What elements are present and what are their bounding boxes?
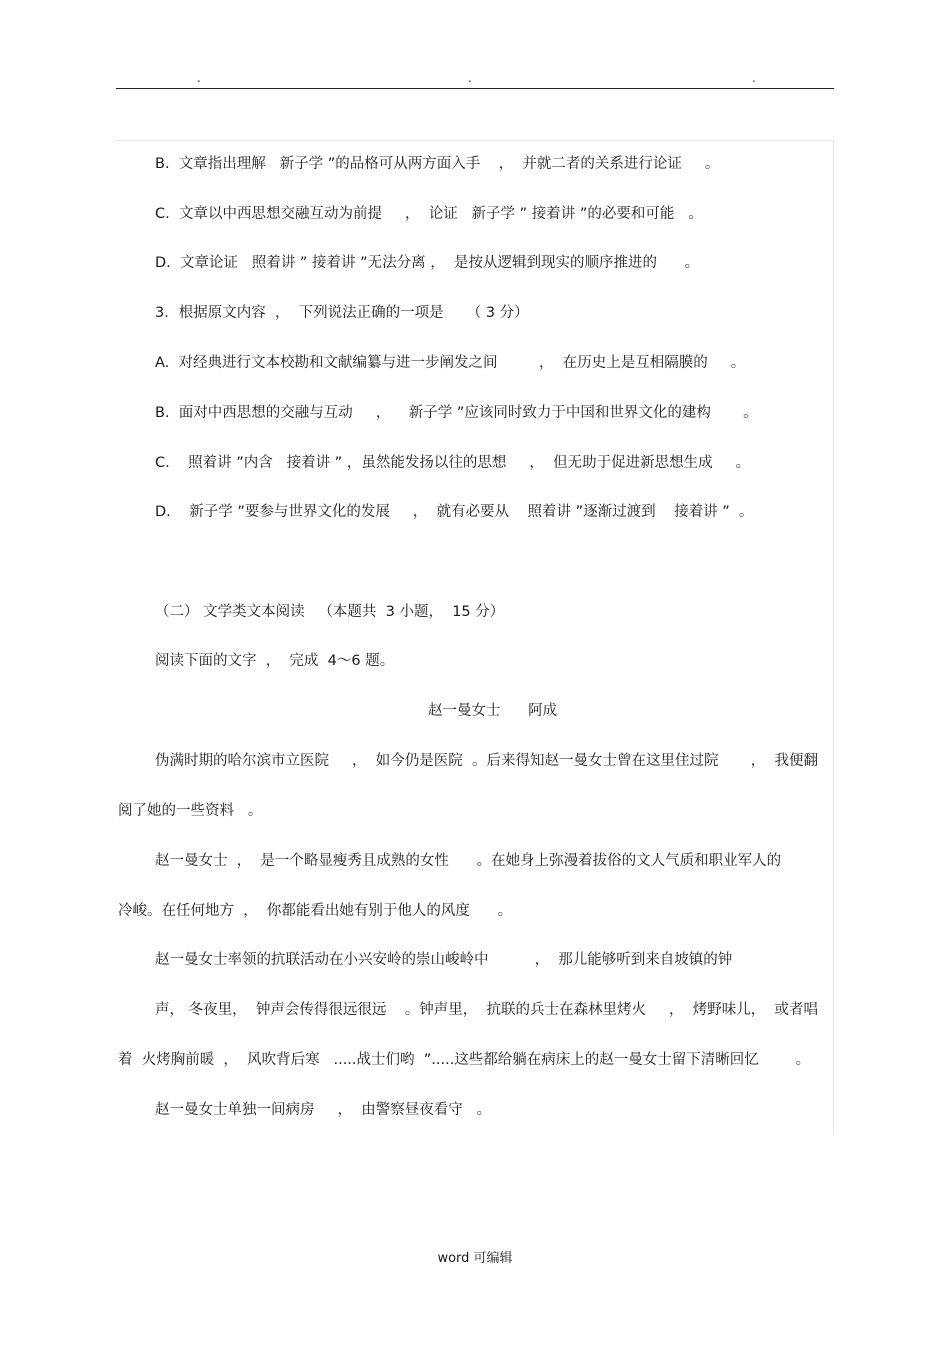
header-dot: .: [197, 71, 201, 85]
page-frame-right: [833, 140, 834, 1135]
option-line: B. 文章指出理解 新子学 ”的品格可从两方面入手 ， 并就二者的关系进行论证 。: [155, 156, 720, 172]
page-frame-top: [116, 140, 834, 141]
option-line: B. 面对中西思想的交融与互动 ， 新子学 ”应该同时致力于中国和世界文化的建构 。: [155, 405, 758, 421]
question-line: 3．根据原文内容 ， 下列说法正确的一项是 （ 3 分）: [155, 305, 529, 321]
paragraph-line: 着 火烤胸前暖 ， 风吹背后寒 .....战士们哟 ”.....这些都给躺在病床上的赵一曼女士留下清晰回忆 。: [118, 1052, 811, 1068]
option-line: C. 文章以中西思想交融互动为前提 ， 论证 新子学 ” 接着讲 ”的必要和可能 。: [155, 206, 703, 222]
option-line: C. 照着讲 ”内含 接着讲 ” ，虽然能发扬以往的思想 ， 但无助于促进新思想生成 。: [155, 455, 751, 471]
section-heading: （二） 文学类文本阅读 （本题共 3 小题， 15 分）: [155, 604, 505, 620]
header-dot: .: [468, 71, 472, 85]
paragraph-line: 声， 冬夜里， 钟声会传得很远很远 。钟声里， 抗联的兵士在森林里烤火 ， 烤野味儿， 或者唱: [155, 1002, 818, 1018]
header-dot: .: [752, 71, 756, 85]
paragraph-line: 赵一曼女士率领的抗联活动在小兴安岭的崇山峻岭中 ， 那儿能够听到来自坡镇的钟: [155, 952, 733, 968]
option-line: D. 新子学 ”要参与世界文化的发展 ， 就有必要从 照着讲 ”逐渐过渡到 接着讲 ” 。: [155, 504, 754, 520]
paragraph-line: 赵一曼女士 ， 是一个略显瘦秀且成熟的女性 。在她身上弥漫着拔俗的文人气质和职业军人的: [155, 853, 782, 869]
paragraph-line: 冷峻。在任何地方 ， 你都能看出她有别于他人的风度 。: [118, 903, 513, 919]
paragraph-line: 伪满时期的哈尔滨市立医院 ， 如今仍是医院 。后来得知赵一曼女士曾在这里住过院 ， 我便翻: [155, 753, 818, 769]
paragraph-line: 赵一曼女士单独一间病房 ， 由警察昼夜看守 。: [155, 1102, 492, 1118]
footer-label: word 可编辑: [437, 1251, 513, 1266]
instruction-line: 阅读下面的文字 ， 完成 4～6 题。: [155, 653, 395, 669]
header-rule: [116, 88, 834, 89]
option-line: A. 对经典进行文本校勘和文献编纂与进一步阐发之间 ， 在历史上是互相隔膜的 。: [155, 355, 746, 371]
paragraph-line: 阅了她的一些资料 。: [118, 803, 263, 819]
article-title: 赵一曼女士 阿成: [428, 703, 558, 719]
option-line: D. 文章论证 照着讲 ” 接着讲 ”无法分离 ， 是按从逻辑到现实的顺序推进的 。: [155, 255, 700, 271]
